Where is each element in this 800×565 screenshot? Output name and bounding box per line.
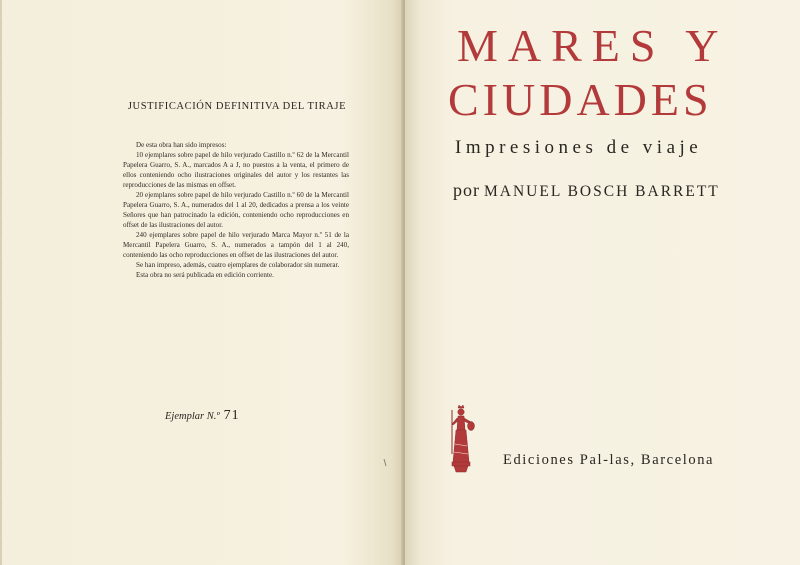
publisher-emblem-icon: [446, 404, 476, 474]
colophon-paragraph: Se han impreso, además, cuatro ejemplares de colaborador sin numerar.: [136, 261, 340, 269]
colophon-title: JUSTIFICACIÓN DEFINITIVA DEL TIRAJE: [127, 101, 347, 112]
colophon-paragraph: Esta obra no será publicada en edición corriente.: [136, 271, 274, 279]
copy-number-label: Ejemplar N.º: [165, 411, 220, 422]
colophon-paragraph: 240 ejemplares sobre papel de hilo verjurado Marca Mayor n.º 51 de la Mercantil Papelera Guarro, S. A., numerados a tampón del 1 al 240, conteniendo las ocho reproducciones en offset de las ilustraciones del autor.: [123, 231, 349, 259]
author-prefix: por: [453, 180, 480, 200]
copy-number: 71: [223, 408, 240, 423]
colophon-paragraph: De esta obra han sido impresos:: [136, 141, 227, 149]
publisher-line: Ediciones Pal-las, Barcelona: [503, 452, 715, 468]
pencil-mark: [383, 458, 387, 467]
copy-number-line: [165, 406, 240, 424]
title-line-1: MARES Y: [457, 20, 729, 71]
subtitle: Impresiones de viaje: [455, 137, 703, 158]
colophon-body: [123, 140, 349, 280]
author-line: [453, 180, 720, 201]
colophon-paragraph: 10 ejemplares sobre papel de hilo verjurado Castillo n.º 62 de la Mercantil Papelera Guarro, S. A., marcados A a J, no puestos a la venta, el primero de ellos conteniendo ocho ilustraciones originales del autor y los restantes las reproducciones de las mismas en offset.: [123, 151, 349, 189]
pencil-mark-icon: [383, 458, 387, 467]
author-name: MANUEL BOSCH BARRETT: [484, 183, 720, 200]
title-line-2: CIUDADES: [448, 74, 713, 125]
colophon-paragraph: 20 ejemplares sobre papel de hilo verjurado Castillo n.º 60 de la Mercantil Papelera Guarro, S. A., numerados del 1 al 20, dedicados a prensa a los veinte Señores que han patrocinado la edición, conteniendo ocho reproducciones en offset de las ilustraciones del autor.: [123, 191, 349, 229]
